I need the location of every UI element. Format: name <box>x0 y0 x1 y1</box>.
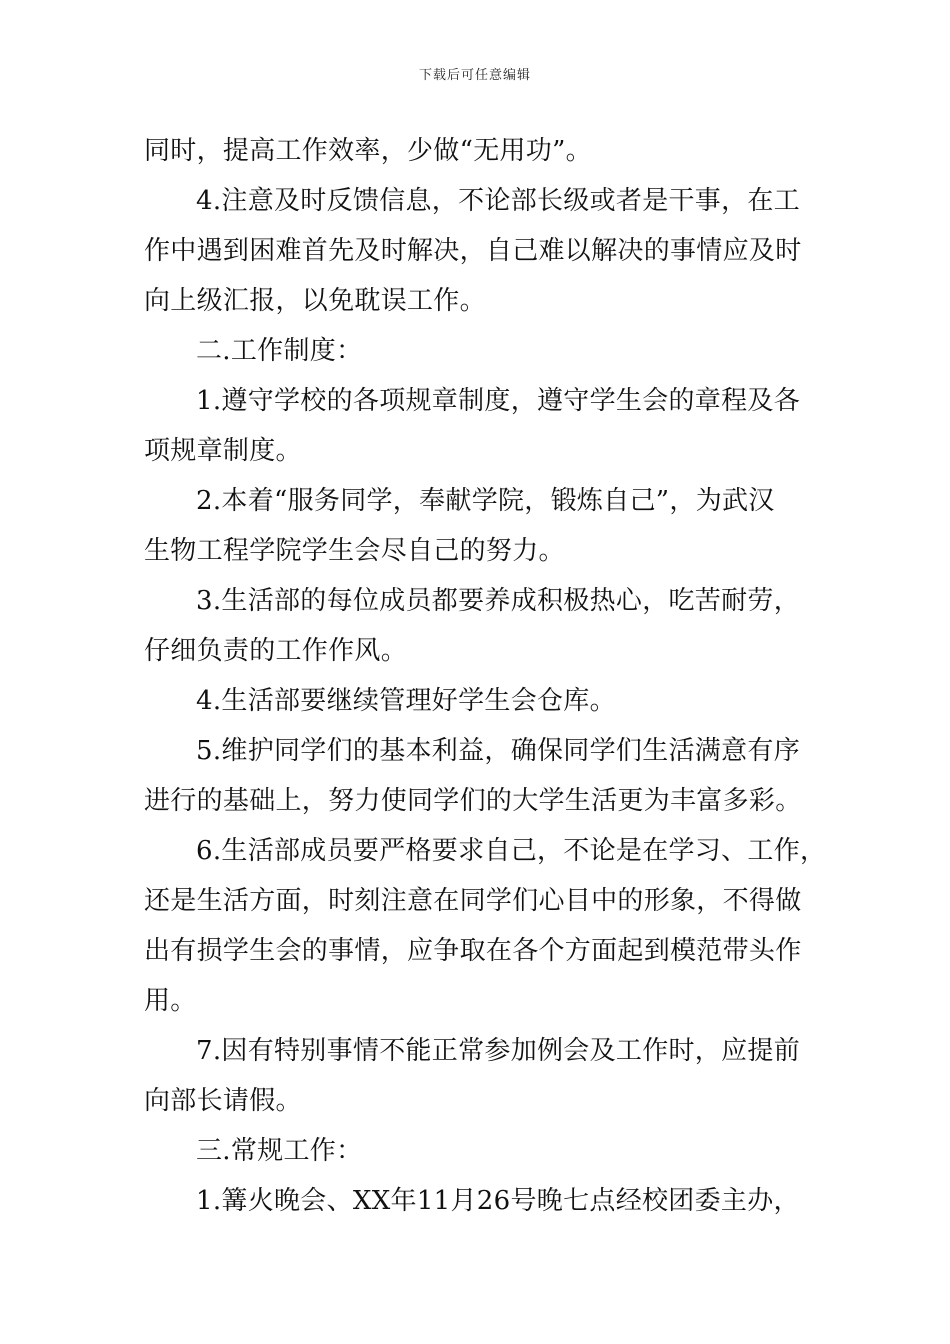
text-line-13: 5.维护同学们的基本利益，确保同学们生活满意有序 <box>196 736 801 766</box>
text-line-18: 用。 <box>144 986 197 1016</box>
text-line-14: 进行的基础上，努力使同学们的大学生活更为丰富多彩。 <box>144 786 802 816</box>
section-heading-3: 三.常规工作： <box>196 1136 363 1166</box>
section-heading-2: 二.工作制度： <box>196 336 363 366</box>
text-line-1: 同时，提高工作效率，少做“无用功”。 <box>144 136 592 166</box>
text-line-4: 向上级汇报，以免耽误工作。 <box>144 286 486 316</box>
page-header: 下载后可任意编辑 <box>418 68 531 83</box>
text-line-9: 生物工程学院学生会尽自己的努力。 <box>144 536 565 566</box>
text-line-15: 6.生活部成员要严格要求自己，不论是在学习、工作， <box>196 836 827 866</box>
text-line-3: 作中遇到困难首先及时解决，自己难以解决的事情应及时 <box>144 236 802 266</box>
text-line-8: 2.本着“服务同学，奉献学院，锻炼自己”，为武汉 <box>196 486 775 516</box>
text-line-11: 仔细负责的工作作风。 <box>144 636 408 666</box>
document-body <box>144 126 827 1226</box>
text-line-22: 1.篝火晚会、XX年11月26号晚七点经校团委主办， <box>196 1186 800 1216</box>
text-line-16: 还是生活方面，时刻注意在同学们心目中的形象，不得做 <box>144 886 802 916</box>
text-line-6: 1.遵守学校的各项规章制度，遵守学生会的章程及各 <box>196 386 801 416</box>
text-line-10: 3.生活部的每位成员都要养成积极热心，吃苦耐劳， <box>196 586 801 616</box>
text-line-2: 4.注意及时反馈信息，不论部长级或者是干事，在工 <box>196 186 801 216</box>
text-line-17: 出有损学生会的事情，应争取在各个方面起到模范带头作 <box>144 936 802 966</box>
text-line-7: 项规章制度。 <box>144 436 302 466</box>
text-line-20: 向部长请假。 <box>144 1086 302 1116</box>
text-line-19: 7.因有特别事情不能正常参加例会及工作时，应提前 <box>196 1036 801 1066</box>
text-line-12: 4.生活部要继续管理好学生会仓库。 <box>196 686 616 716</box>
